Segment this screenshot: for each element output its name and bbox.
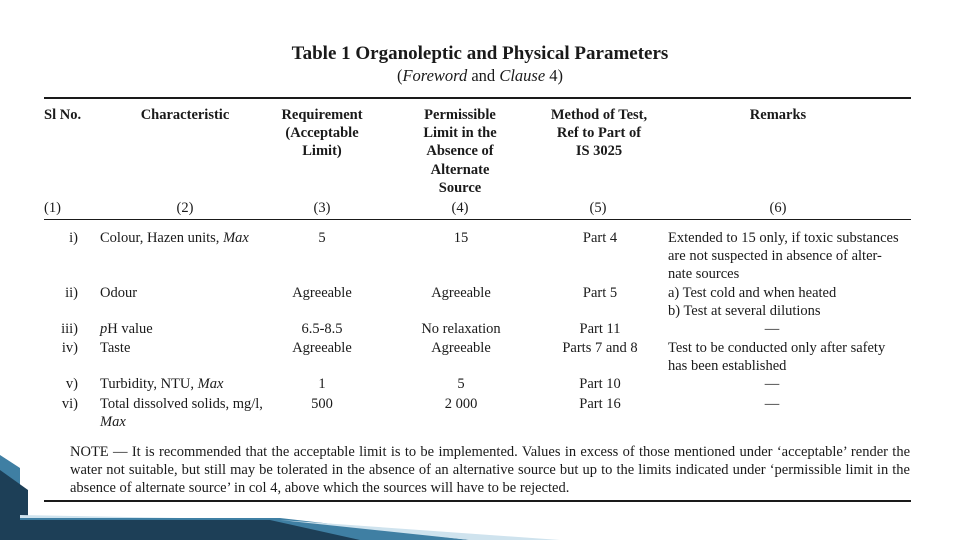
table-title: Table 1 Organoleptic and Physical Parameters [291,43,669,64]
characteristic-text: Colour, Hazen units, [100,230,224,246]
remarks-line: b) Test at several dilutions [668,303,821,319]
row-permissible: Agreeable [431,285,491,301]
header-method-line: Ref to Part of [556,125,642,142]
row-sl-no: vi) [61,396,78,412]
table-note: NOTE — It is recommended that the acceptable limit is to be implemented. Values in excess of those mentioned under ‘acceptable’ render the water not suitable, but still may be tolerated in the absence of an alternative source but up to the limits indicated under ‘permissible limit in the absence of alternate source’ in col 4, above which the sources will have to be rejected. [70,444,910,497]
subtitle-ref-clause: Clause [499,66,546,85]
characteristic-max: Max [100,414,126,430]
remarks-line: nate sources [668,266,740,282]
column-number: (1) [44,200,61,216]
subtitle-and: and [467,66,500,85]
row-sl-no: ii) [65,285,78,301]
row-requirement: 1 [318,376,326,392]
remarks-line: are not suspected in absence of alter- [668,248,882,264]
header-remarks: Remarks [749,107,807,123]
table-top-rule [44,97,911,99]
row-method: Parts 7 and 8 [562,340,638,356]
row-characteristic [100,320,285,338]
row-remarks [668,284,913,320]
column-number: (3) [313,200,331,216]
row-characteristic: Taste [100,340,131,356]
row-permissible: 2 000 [444,396,478,412]
header-characteristic: Characteristic [140,107,230,123]
row-remarks: — [764,321,780,337]
row-method: Part 10 [579,376,621,392]
header-permissible-line: Alternate [430,161,490,178]
header-requirement-line: Requirement [281,107,363,123]
characteristic-p: p [100,321,108,337]
row-remarks [668,229,913,283]
row-sl-no: iii) [61,321,78,337]
characteristic-max: Max [223,230,249,246]
remarks-line: Extended to 15 only, if toxic substances [668,230,899,246]
header-requirement-line: (Acceptable [285,125,359,142]
table-bottom-rule [44,500,911,502]
header-permissible-line: Absence of [426,143,494,160]
row-requirement: 500 [311,396,333,412]
header-sl-no: Sl No. [44,107,82,123]
remarks-line: a) Test cold and when heated [668,285,837,301]
row-method: Part 5 [582,285,618,301]
header-requirement [262,106,382,161]
row-method: Part 11 [579,321,621,337]
header-permissible-line: Limit in the [423,125,497,142]
row-remarks: — [764,396,780,412]
row-permissible: Agreeable [431,340,491,356]
row-permissible: 15 [453,230,469,246]
table-subtitle [0,66,960,86]
characteristic-max: Max [197,376,224,392]
row-requirement: 6.5-8.5 [301,321,343,337]
row-requirement: Agreeable [292,340,352,356]
header-method-line: IS 3025 [575,143,623,160]
header-permissible [400,106,520,197]
row-remarks: — [764,376,780,392]
remarks-line: Test to be conducted only after safety [668,340,886,356]
row-characteristic [100,395,285,431]
row-remarks [668,339,913,375]
header-method [530,106,668,161]
characteristic-text: Turbidity, NTU, [100,376,198,392]
subtitle-open: ( [396,66,403,85]
column-number: (2) [176,200,194,216]
characteristic-text: H value [107,321,153,337]
column-number: (4) [451,200,469,216]
remarks-line: has been established [668,358,787,374]
row-method: Part 16 [579,396,621,412]
table-caption [0,42,960,86]
row-sl-no: v) [65,376,78,392]
row-method: Part 4 [582,230,618,246]
header-permissible-line: Source [438,179,482,196]
row-permissible: No relaxation [421,321,501,337]
column-number: (5) [589,200,607,216]
subtitle-ref-foreword: Foreword [402,66,468,85]
column-number: (6) [769,200,787,216]
characteristic-text: Total dissolved solids, mg/l, [100,396,263,412]
row-characteristic: Odour [100,285,138,301]
header-method-line: Method of Test, [550,107,648,123]
row-characteristic [100,229,285,247]
row-characteristic [100,375,285,393]
row-requirement: 5 [318,230,326,246]
row-sl-no: iv) [61,340,78,356]
row-requirement: Agreeable [292,285,352,301]
row-sl-no: i) [69,230,78,246]
table-header-rule [44,219,911,220]
row-permissible: 5 [457,376,465,392]
header-requirement-line: Limit) [302,143,342,160]
subtitle-tail: 4) [545,66,564,85]
header-permissible-line: Permissible [424,107,496,123]
